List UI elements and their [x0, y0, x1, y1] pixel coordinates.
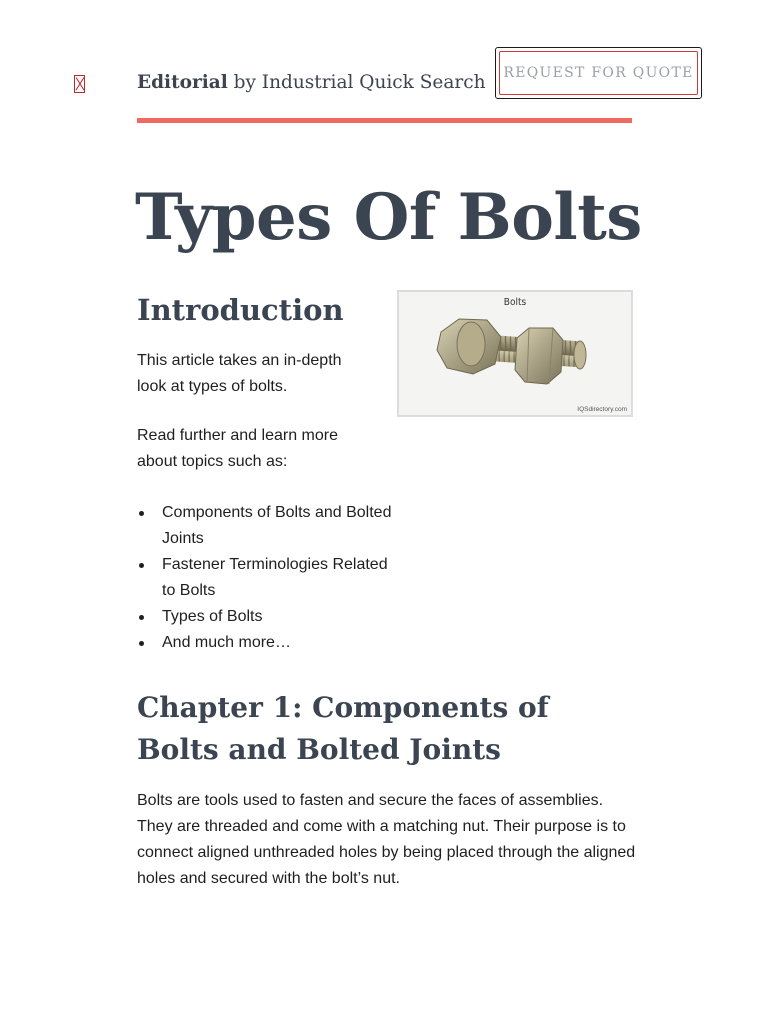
chapter-1-heading: Chapter 1: Components of Bolts and Bolted Joints — [137, 691, 549, 766]
list-item: Components of Bolts and Bolted Joints — [162, 500, 392, 552]
bolt-and-nut-image — [399, 292, 631, 415]
header-divider — [137, 118, 632, 123]
request-for-quote-button[interactable] — [495, 47, 702, 99]
list-item: Fastener Terminologies Related to Bolts — [162, 552, 392, 604]
figure-credit: IQSdirectory.com — [577, 406, 627, 413]
page-title: Types Of Bolts — [135, 180, 642, 255]
intro-heading: Introduction — [137, 293, 344, 327]
brand-editorial: Editorial — [137, 72, 228, 93]
topics-list — [137, 500, 392, 656]
figure-caption: Bolts — [503, 297, 527, 308]
brand-publisher: by Industrial Quick Search — [227, 72, 486, 93]
intro-lead-in: Read further and learn more about topics such as: — [137, 427, 338, 470]
list-item: And much more… — [162, 630, 392, 656]
bolts-figure[interactable] — [397, 290, 633, 417]
request-for-quote-label: REQUEST FOR QUOTE — [499, 51, 698, 95]
menu-icon[interactable] — [74, 75, 85, 93]
chapter-1-paragraph: Bolts are tools used to fasten and secure the faces of assemblies. They are threaded and come with a matching nut. Their purpose is to connect aligned unthreaded holes by being placed through the aligned holes and secured with the bolt’s nut. — [137, 792, 636, 887]
list-item: Types of Bolts — [162, 604, 392, 630]
intro-paragraph: This article takes an in-depth look at types of bolts. — [137, 352, 342, 395]
site-brand[interactable] — [137, 72, 486, 93]
